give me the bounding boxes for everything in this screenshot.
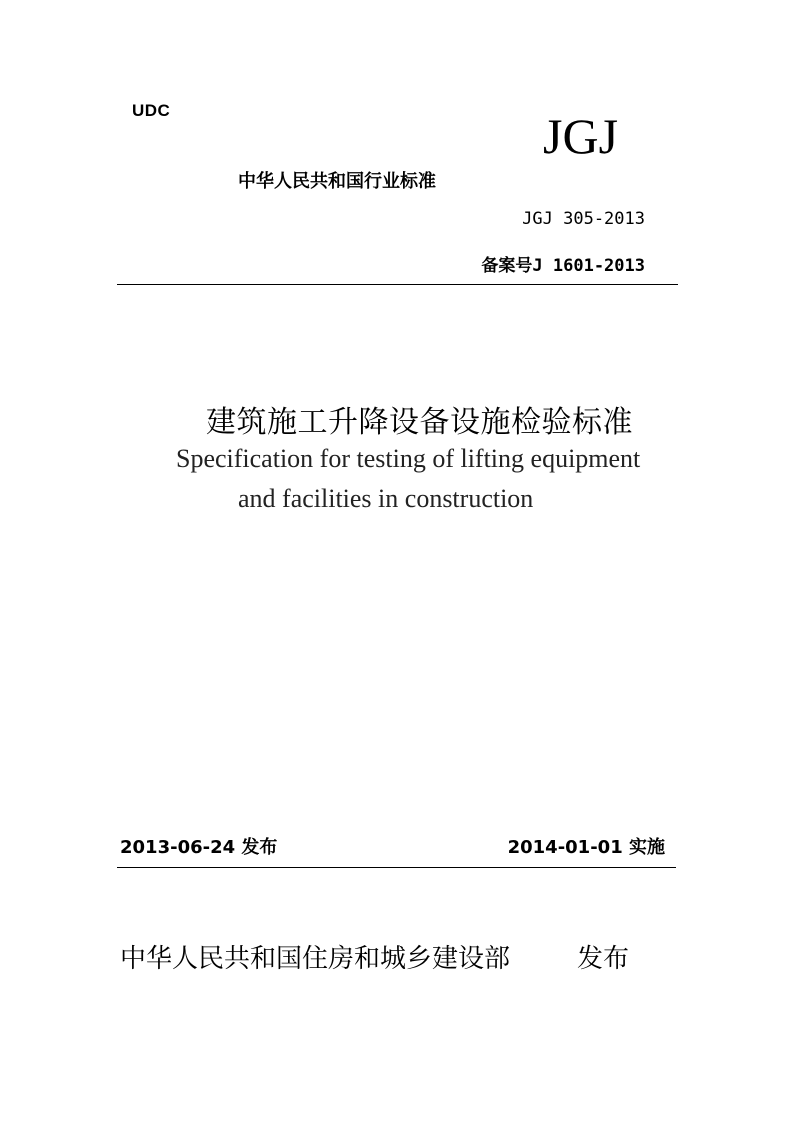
- standard-number: JGJ 305-2013: [522, 209, 645, 229]
- record-label: 备案号: [481, 256, 533, 276]
- document-title-english-line2: and facilities in construction: [238, 484, 534, 513]
- udc-label: UDC: [132, 101, 171, 120]
- document-title-chinese: 建筑施工升降设备设施检验标准: [206, 405, 633, 440]
- record-number-line: [481, 251, 645, 276]
- industry-standard-heading: 中华人民共和国行业标准: [238, 171, 436, 192]
- top-divider: [117, 284, 678, 285]
- publish-label: 发布: [577, 944, 630, 974]
- issue-date: 2013-06-24 发布: [120, 837, 278, 858]
- bottom-divider: [117, 867, 676, 868]
- publisher-name: 中华人民共和国住房和城乡建设部: [120, 944, 511, 974]
- implementation-date: 2014-01-01 实施: [507, 837, 665, 858]
- document-title-english-line1: Specification for testing of lifting equipment: [176, 444, 641, 473]
- record-number: J 1601-2013: [532, 256, 645, 276]
- jgj-mark: JGJ: [543, 108, 619, 164]
